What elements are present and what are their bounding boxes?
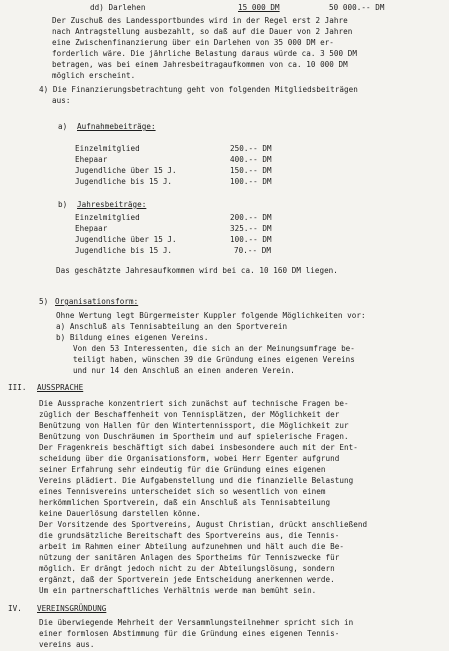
section3-number: III. bbox=[8, 383, 27, 392]
loan-text-line: forderlich wäre. Die jährliche Belastung daraus würde ca. 3 500 DM bbox=[52, 49, 358, 58]
fee-row-label: Einzelmitglied bbox=[75, 213, 140, 222]
item5-option-b: b) Bildung eines eigenen Vereins. bbox=[56, 333, 209, 342]
section4-line: vereins aus. bbox=[39, 640, 95, 649]
fee-row-value: 100.-- DM bbox=[230, 177, 272, 186]
fee-row-label: Jugendliche bis 15 J. bbox=[75, 177, 173, 186]
fee-row-value: 250.-- DM bbox=[230, 144, 272, 153]
section3-line: Benützung von Duschräumen im Sportheim und auf spielerische Fragen. bbox=[39, 432, 349, 441]
fee-row-value: 100.-- DM bbox=[230, 235, 272, 244]
item4a-label: a) bbox=[58, 122, 68, 131]
section3-line: keine Dauerlösung darstellen könne. bbox=[39, 509, 201, 518]
section3-line: möglich. Er drängt jedoch nicht zu der Abteilungslösung, sondern bbox=[39, 564, 335, 573]
section3-line: scheidung über die Organisationsform, wobei Herr Egenter aufgrund bbox=[39, 454, 340, 463]
section4-title: VEREINSGRÜNDUNG bbox=[37, 604, 107, 613]
item4a-title: Aufnahmebeiträge: bbox=[77, 122, 156, 131]
item5-detail-line: und nur 14 den Anschluß an einen anderen Verein. bbox=[73, 366, 295, 375]
section3-line: nützung der sanitären Anlagen des Sportheims für Tenniszwecke für bbox=[39, 553, 340, 562]
fee-row-value: 70.-- DM bbox=[234, 246, 271, 255]
fee-row-label: Jugendliche über 15 J. bbox=[75, 166, 177, 175]
fee-row-label: Jugendliche bis 15 J. bbox=[75, 246, 173, 255]
fee-row-label: Einzelmitglied bbox=[75, 144, 140, 153]
item5-label: 5) bbox=[39, 297, 49, 306]
section4-number: IV. bbox=[8, 604, 22, 613]
item4-line: 4) Die Finanzierungsbetrachtung geht von folgenden Mitgliedsbeiträgen bbox=[39, 85, 358, 94]
fee-row-label: Ehepaar bbox=[75, 155, 108, 164]
section3-line: Benützung von Hallen für den Wintertennissport, die Möglichkeit zur bbox=[39, 421, 349, 430]
fee-row-value: 400.-- DM bbox=[230, 155, 272, 164]
loan-text-line: eine Zwischenfinanzierung über ein Darlehen von 35 000 DM er- bbox=[52, 38, 334, 47]
loan-text-line: Der Zuschuß des Landessportbundes wird in der Regel erst 2 Jahre bbox=[52, 16, 348, 25]
section3-line: seiner Erfahrung sehr eindeutig für die Gründung eines eigenen bbox=[39, 465, 326, 474]
section3-line: züglich der Beschaffenheit von Tennisplätzen, der Möglichkeit der bbox=[39, 410, 340, 419]
loan-text-line: betragen, was bei einem Jahresbeitragaufkommen von ca. 10 000 DM bbox=[52, 60, 348, 69]
section3-line: die grundsätzliche Bereitschaft des Sportvereins aus, die Tennis- bbox=[39, 531, 340, 540]
section3-line: herkömmlichen Sportverein, daß ein Anschluß als Tennisabteilung bbox=[39, 498, 331, 507]
section3-line: Die Aussprache konzentriert sich zunächst auf technische Fragen be- bbox=[39, 399, 349, 408]
item5-intro: Ohne Wertung legt Bürgermeister Kuppler folgende Möglichkeiten vor: bbox=[56, 311, 366, 320]
section4-line: einer formlosen Abstimmung für die Gründung eines eigenen Tennis- bbox=[39, 629, 340, 638]
item4b-label: b) bbox=[58, 200, 68, 209]
fee-row-value: 150.-- DM bbox=[230, 166, 272, 175]
loan-amount-1: 15 000 DM bbox=[238, 3, 280, 12]
fee-row-value: 325.-- DM bbox=[230, 224, 272, 233]
section3-line: eines Tennisvereins unterscheidet sich so wesentlich von einem bbox=[39, 487, 326, 496]
loan-text-line: nach Antragstellung ausbezahlt, so daß auf die Dauer von 2 Jahren bbox=[52, 27, 353, 36]
fee-row-label: Jugendliche über 15 J. bbox=[75, 235, 177, 244]
section4-line: Die überwiegende Mehrheit der Versammlungsteilnehmer spricht sich in bbox=[39, 618, 354, 627]
section3-line: Der Fragenkreis beschäftigt sich dabei insbesondere auch mit der Ent- bbox=[39, 443, 358, 452]
item4-line: aus: bbox=[52, 96, 71, 105]
item5-option-a: a) Anschluß als Tennisabteilung an den Sportverein bbox=[56, 322, 288, 331]
section3-line: arbeit im Rahmen einer Abteilung aufzunehmen und hält auch die Be- bbox=[39, 542, 345, 551]
annual-estimate: Das geschätzte Jahresaufkommen wird bei ca. 10 160 DM liegen. bbox=[56, 266, 338, 275]
section3-line: Um ein partnerschaftliches Verhältnis werde man bemüht sein. bbox=[39, 586, 317, 595]
item5-title: Organisationsform: bbox=[55, 297, 139, 306]
section3-line: Der Vorsitzende des Sportvereins, August Christian, drückt anschließend bbox=[39, 520, 368, 529]
item5-detail-line: teiligt haben, wünschen 39 die Gründung eines eigenen Vereins bbox=[73, 355, 355, 364]
loan-amount-2: 50 000.-- DM bbox=[329, 3, 385, 12]
loan-text-line: möglich erscheint. bbox=[52, 71, 136, 80]
item4b-title: Jahresbeiträge: bbox=[77, 200, 147, 209]
section3-line: ergänzt, daß der Sportverein jede Entscheidung anerkennen werde. bbox=[39, 575, 335, 584]
fee-row-label: Ehepaar bbox=[75, 224, 108, 233]
loan-label: dd) Darlehen bbox=[90, 3, 146, 12]
section3-title: AUSSPRACHE bbox=[37, 383, 84, 392]
item5-detail-line: Von den 53 Interessenten, die sich an der Meinungsumfrage be- bbox=[73, 344, 355, 353]
fee-row-value: 200.-- DM bbox=[230, 213, 272, 222]
section3-line: Vereins plädiert. Die Aufgabenstellung und die finanzielle Belastung bbox=[39, 476, 354, 485]
